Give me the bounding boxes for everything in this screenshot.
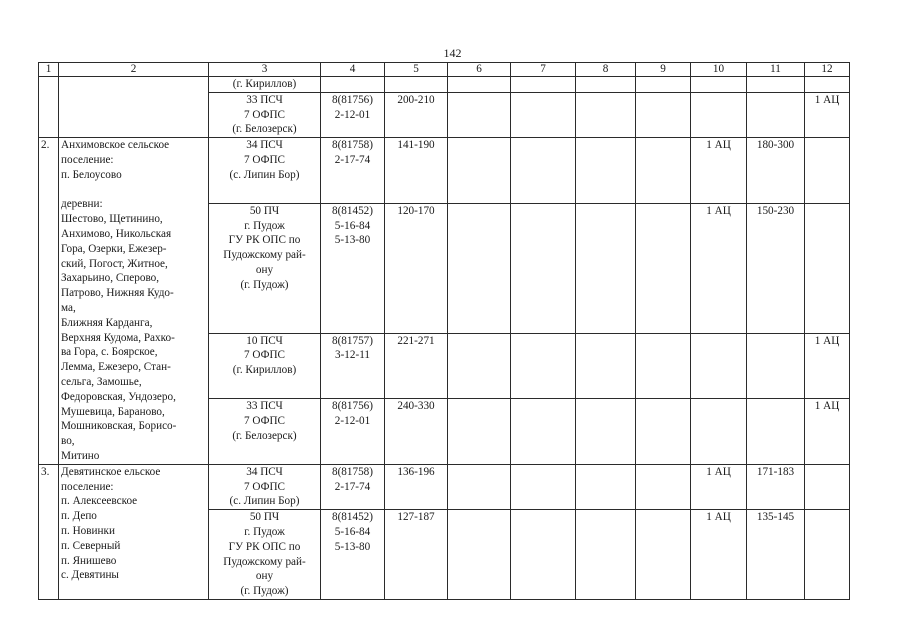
col10-cell: 1 АЦ: [691, 138, 747, 204]
col12-cell: 1 АЦ: [805, 333, 850, 399]
empty-cell-col-9: [636, 203, 691, 333]
empty-cell-col-7: [511, 333, 576, 399]
fire-unit-line: 7 ОФПС: [244, 414, 285, 427]
col10-cell: [691, 77, 747, 93]
settlement-line: во,: [61, 435, 75, 448]
fire-unit-cell: [209, 510, 321, 600]
distance-cell: 240-330: [385, 399, 448, 465]
phone-cell: [321, 333, 385, 399]
table-row: [39, 464, 850, 509]
fire-unit-line: (г. Кириллов): [232, 78, 297, 90]
column-header-4: 4: [321, 63, 385, 77]
phone-cell: [321, 203, 385, 333]
empty-cell-col-7: [511, 203, 576, 333]
phone-cell: [321, 464, 385, 509]
fire-unit-line: (с. Липин Бор): [229, 495, 300, 508]
phone-cell: [321, 399, 385, 465]
settlement-line: Девятинское ельское: [61, 465, 161, 478]
empty-cell-col-8: [576, 399, 636, 465]
distance-cell: 136-196: [385, 464, 448, 509]
settlement-line: ский, Погост, Житное,: [61, 257, 168, 270]
settlement-line: Лемма, Ежезеро, Стан-: [61, 361, 171, 374]
settlement-line: п. Янишево: [61, 554, 117, 567]
empty-cell-col-9: [636, 138, 691, 204]
col11-cell: 150-230: [747, 203, 805, 333]
empty-cell-col-6: [448, 92, 511, 137]
empty-cell-col-8: [576, 77, 636, 93]
col12-cell: 1 АЦ: [805, 399, 850, 465]
phone-cell: [321, 92, 385, 137]
col10-cell: 1 АЦ: [691, 464, 747, 509]
distance-cell: [385, 77, 448, 93]
empty-cell-col-8: [576, 510, 636, 600]
fire-unit-line: (г. Пудож): [240, 278, 289, 291]
fire-unit-line: 50 ПЧ: [249, 204, 280, 217]
settlement-line: поселение:: [61, 153, 114, 166]
row-number-cell: [39, 77, 59, 138]
phone-line: 5-13-80: [334, 234, 371, 247]
settlement-line: Митино: [61, 449, 100, 462]
fire-unit-line: ГУ РК ОПС по: [228, 540, 301, 553]
table-row: [39, 138, 850, 204]
empty-cell-col-9: [636, 77, 691, 93]
fire-unit-cell: [209, 92, 321, 137]
settlement-line: ма,: [61, 301, 76, 314]
distance-cell: 127-187: [385, 510, 448, 600]
empty-cell-col-6: [448, 333, 511, 399]
settlement-line: Мошниковская, Борисо-: [61, 420, 177, 433]
empty-cell-col-7: [511, 138, 576, 204]
phone-line: 5-16-84: [334, 525, 371, 538]
phone-line: 2-17-74: [334, 480, 371, 493]
empty-cell-col-8: [576, 138, 636, 204]
settlement-line: Захарьино, Сперово,: [61, 272, 160, 285]
fire-unit-line: Пудожскому рай-: [223, 249, 306, 262]
empty-cell-col-7: [511, 510, 576, 600]
col12-cell: 1 АЦ: [805, 92, 850, 137]
empty-cell-col-7: [511, 399, 576, 465]
fire-response-table: [38, 62, 850, 600]
settlement-line: Ближняя Карданга,: [61, 316, 153, 329]
phone-cell: [321, 77, 385, 93]
empty-cell-col-8: [576, 203, 636, 333]
col12-cell: [805, 510, 850, 600]
column-header-3: 3: [209, 63, 321, 77]
col11-cell: [747, 77, 805, 93]
empty-cell-col-8: [576, 464, 636, 509]
settlement-cell: [59, 77, 209, 138]
fire-unit-cell: [209, 77, 321, 93]
empty-cell-col-9: [636, 464, 691, 509]
phone-line: 8(81757): [331, 334, 373, 347]
fire-unit-line: ону: [255, 570, 274, 583]
settlement-line: поселение:: [61, 480, 114, 493]
fire-unit-line: ГУ РК ОПС по: [228, 234, 301, 247]
phone-line: 8(81756): [331, 93, 373, 106]
empty-cell-col-7: [511, 77, 576, 93]
settlement-line: Патрово, Нижняя Кудо-: [61, 287, 174, 300]
fire-unit-line: ону: [255, 263, 274, 276]
fire-unit-line: (г. Белозерск): [232, 123, 297, 136]
distance-cell: 120-170: [385, 203, 448, 333]
empty-cell-col-9: [636, 510, 691, 600]
distance-cell: 141-190: [385, 138, 448, 204]
column-header-12: 12: [805, 63, 850, 77]
fire-unit-line: 7 ОФПС: [244, 480, 285, 493]
phone-line: 8(81756): [331, 400, 373, 413]
empty-cell-col-6: [448, 138, 511, 204]
col10-cell: [691, 92, 747, 137]
fire-unit-line: (г. Кириллов): [232, 364, 297, 377]
empty-cell-col-6: [448, 203, 511, 333]
empty-cell-col-8: [576, 92, 636, 137]
settlement-cell: [59, 138, 209, 465]
column-header-5: 5: [385, 63, 448, 77]
settlement-line: Гора, Озерки, Ежезер-: [61, 242, 167, 255]
col11-cell: 171-183: [747, 464, 805, 509]
settlement-line: деревни:: [61, 198, 103, 211]
phone-line: 2-12-01: [334, 414, 371, 427]
column-header-1: 1: [39, 63, 59, 77]
phone-line: 3-12-11: [334, 349, 370, 362]
fire-unit-line: 34 ПСЧ: [246, 465, 283, 478]
settlement-line: п. Депо: [61, 510, 97, 523]
fire-unit-line: Пудожскому рай-: [223, 555, 306, 568]
settlement-cell: [59, 464, 209, 599]
col12-cell: [805, 138, 850, 204]
column-header-7: 7: [511, 63, 576, 77]
settlement-line: п. Алексеевское: [61, 495, 138, 508]
settlement-line: Федоровская, Ундозеро,: [61, 390, 176, 403]
col11-cell: [747, 333, 805, 399]
fire-unit-line: 34 ПСЧ: [246, 139, 283, 152]
fire-unit-line: 33 ПСЧ: [246, 93, 283, 106]
fire-unit-line: 10 ПСЧ: [246, 334, 283, 347]
settlement-line: сельга, Замошье,: [61, 375, 142, 388]
phone-line: 5-16-84: [334, 219, 371, 232]
fire-unit-cell: [209, 464, 321, 509]
column-header-2: 2: [59, 63, 209, 77]
column-header-11: 11: [747, 63, 805, 77]
fire-unit-line: 7 ОФПС: [244, 153, 285, 166]
fire-unit-cell: [209, 333, 321, 399]
settlement-line: с. Девятины: [61, 569, 119, 582]
header-row: [39, 63, 850, 77]
col10-cell: 1 АЦ: [691, 510, 747, 600]
col11-cell: 180-300: [747, 138, 805, 204]
settlement-line: п. Новинки: [61, 524, 115, 537]
phone-line: 8(81758): [331, 139, 373, 152]
phone-line: 5-13-80: [334, 540, 371, 553]
page-number: 142: [443, 46, 462, 60]
col11-cell: 135-145: [747, 510, 805, 600]
settlement-line: п. Северный: [61, 539, 121, 552]
fire-unit-line: 7 ОФПС: [244, 349, 285, 362]
fire-unit-line: 33 ПСЧ: [246, 400, 283, 413]
empty-cell-col-9: [636, 333, 691, 399]
fire-unit-line: 50 ПЧ: [249, 511, 280, 524]
phone-line: 8(81452): [331, 204, 373, 217]
fire-unit-line: г. Пудож: [244, 219, 285, 232]
settlement-line: Верхняя Кудома, Рахко-: [61, 331, 175, 344]
settlement-line: Мушевица, Бараново,: [61, 405, 165, 418]
phone-line: 2-17-74: [334, 153, 371, 166]
phone-line: 8(81758): [331, 465, 373, 478]
empty-cell-col-9: [636, 399, 691, 465]
settlement-line: Шестово, Щетинино,: [61, 213, 163, 226]
empty-cell-col-9: [636, 92, 691, 137]
empty-cell-col-7: [511, 92, 576, 137]
fire-unit-line: (г. Белозерск): [232, 429, 297, 442]
phone-cell: [321, 138, 385, 204]
empty-cell-col-6: [448, 77, 511, 93]
fire-unit-cell: [209, 138, 321, 204]
row-number-cell: 3.: [39, 464, 59, 599]
fire-unit-cell: [209, 399, 321, 465]
fire-unit-line: г. Пудож: [244, 525, 285, 538]
col10-cell: [691, 399, 747, 465]
column-header-8: 8: [576, 63, 636, 77]
col10-cell: 1 АЦ: [691, 203, 747, 333]
empty-cell-col-7: [511, 464, 576, 509]
settlement-line: п. Белоусово: [61, 168, 122, 181]
col12-cell: [805, 203, 850, 333]
settlement-line: Анхимовское сельское: [61, 139, 170, 152]
col11-cell: [747, 92, 805, 137]
column-header-6: 6: [448, 63, 511, 77]
fire-unit-cell: [209, 203, 321, 333]
empty-cell-col-6: [448, 464, 511, 509]
fire-unit-line: (г. Пудож): [240, 585, 289, 598]
empty-cell-col-6: [448, 399, 511, 465]
settlement-line: Анхимово, Никольская: [61, 227, 172, 240]
settlement-line: [61, 183, 206, 198]
empty-cell-col-8: [576, 333, 636, 399]
col11-cell: [747, 399, 805, 465]
col12-cell: [805, 77, 850, 93]
table-row: [39, 77, 850, 93]
settlement-line: ва Гора, с. Боярское,: [61, 346, 158, 359]
fire-unit-line: 7 ОФПС: [244, 108, 285, 121]
column-header-10: 10: [691, 63, 747, 77]
row-number-cell: 2.: [39, 138, 59, 465]
col10-cell: [691, 333, 747, 399]
empty-cell-col-6: [448, 510, 511, 600]
table-body: [39, 63, 850, 600]
column-header-9: 9: [636, 63, 691, 77]
col12-cell: [805, 464, 850, 509]
fire-unit-line: (с. Липин Бор): [229, 168, 300, 181]
distance-cell: 221-271: [385, 333, 448, 399]
phone-line: 2-12-01: [334, 108, 371, 121]
distance-cell: 200-210: [385, 92, 448, 137]
phone-line: 8(81452): [331, 511, 373, 524]
phone-cell: [321, 510, 385, 600]
